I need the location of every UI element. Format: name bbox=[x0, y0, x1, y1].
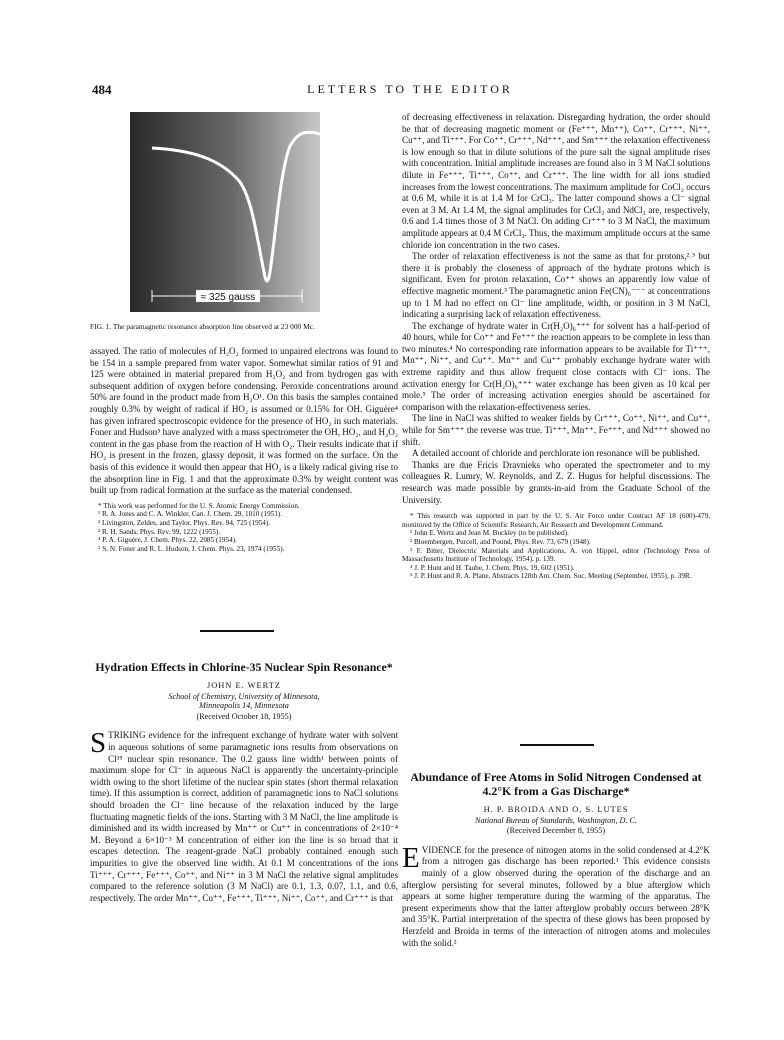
paragraph: STRIKING evidence for the infrequent exchange of hydrate water with solvent in aqueous solutions of some paramagnetic ions results from observations on Cl³⁵ nuclear spin resonance. The 0.2 gauss line width¹ between points of maximum slope for Cl⁻ in aqueous NaCl is apparently the uncertainty-principle width owing to the short lifetime of the nuclear spin states (short thermal relaxation time). If this assumption is correct, addition of paramagnetic ions to NaCl solutions should broaden the Cl⁻ line because of the relaxation induced by the large fluctuating magnetic fields of the ions. Starting with 3 M NaCl, the line amplitude is diminished and its width increased by Mn⁺⁺ or Cu⁺⁺ in concentrations of 2×10⁻⁴ M. Beyond a 6×10⁻³ M concentration of either ion the line is so broad that it escapes detection. The reagent-grade NaCl probably contained enough such impurities to give the observed line width. At 0.1 M concentrations of the ions Ti⁺⁺⁺, Cr⁺⁺⁺, Fe⁺⁺⁺, Co⁺⁺, and Ni⁺⁺ in 3 M NaCl the relative signal amplitudes compared to the reference solution (3 M NaCl) are 0.1, 1.3, 0.07, 1.1, and 0.6, respectively. The order Mn⁺⁺, Cu⁺⁺, Fe⁺⁺⁺, Ti⁺⁺⁺, Ni⁺⁺, Co⁺⁺, and Cr⁺⁺⁺ is that bbox=[90, 727, 398, 903]
article-affiliation: National Bureau of Standards, Washington, D. C. bbox=[475, 815, 637, 825]
article-author: JOHN E. WERTZ bbox=[207, 681, 281, 690]
paragraph: The exchange of hydrate water in Cr(H₂O)₆⁺⁺⁺ for solvent has a half-period of 40 hours, while for Co⁺⁺ and Fe⁺⁺⁺ the reaction appears to be complete in less than two minutes.⁴ No corresponding rate information appears to be available for Ti⁺⁺⁺, Mn⁺⁺, Ni⁺⁺, and Cu⁺⁺. Mn⁺⁺ and Cu⁺⁺ probably exchange hydrate water with extreme rapidity and thus allow frequent close contacts with Cl⁻ ions. The activation energy for Cr(H₂O)₆⁺⁺⁺ water exchange has been given as 10 kcal per mole.⁵ The order of increasing activation energies should be ascertained for comparison with the relaxation-effectiveness series. bbox=[402, 320, 710, 412]
page-number: 484 bbox=[92, 82, 112, 97]
footnote: ⁵ J. P. Hunt and R. A. Plane, Abstracts 128th Am. Chem. Soc. Meeting (September, 1955), p. 39R. bbox=[410, 572, 692, 581]
drop-cap: E bbox=[402, 841, 420, 874]
right-column bbox=[402, 112, 710, 581]
figure-caption: FIG. 1. The paramagnetic resonance absorption line observed at 23 000 Mc. bbox=[90, 322, 315, 331]
article-title: Abundance of Free Atoms in Solid Nitrogen Condensed at 4.2°K from a Gas Discharge* bbox=[410, 770, 702, 798]
footnote: ³ F. Bitter, Dielectric Materials and Applications, A. von Hippel, editor (Technology Press of Massachusetts Institute of Technology, 1954), p. 139. bbox=[402, 546, 710, 564]
footnote: * This research was supported in part by the U. S. Air Force under Contract AF 18 (600)-479, monitored by the Office of Scientific Research, Air Research and Development Command. bbox=[402, 512, 710, 529]
article-hydration bbox=[90, 660, 398, 904]
section-divider bbox=[520, 744, 594, 746]
article-title: Hydration Effects in Chlorine-35 Nuclear Spin Resonance* bbox=[95, 660, 393, 674]
footnote: ² Livingston, Zeldes, and Taylor, Phys. Rev. 94, 725 (1954). bbox=[98, 518, 271, 527]
footnote: ¹ John E. Wertz and Jean M. Buckley (to be published). bbox=[410, 529, 569, 538]
paragraph: Thanks are due Fricis Dravnieks who operated the spectrometer and to my colleagues R. Lumry, W. Reynolds, and Z. Z. Hugus for helpful discussions. The research was made possible by grants-in-aid from the Graduate School of the University. bbox=[402, 459, 710, 505]
footnote: ³ R. H. Sands, Phys. Rev. 99, 1222 (1955). bbox=[98, 527, 221, 536]
received-date: (Received October 18, 1955) bbox=[196, 711, 292, 721]
left-column bbox=[90, 346, 398, 553]
paragraph: of decreasing effectiveness in relaxation. Disregarding hydration, the order should be that of decreasing magnetic moment or (Fe⁺⁺⁺, Mn⁺⁺), Co⁺⁺, Cr⁺⁺⁺, Ni⁺⁺, Cu⁺⁺, and Ti⁺⁺⁺. For Co⁺⁺, Cr⁺⁺⁺, Nd⁺⁺⁺, and Sm⁺⁺⁺ the relaxation effectiveness is low enough so that in dilute solutions of the pure salt the signal amplitude rises with concentration. Initial amplitude increases are found also in 3 M NaCl solutions dilute in Fe⁺⁺⁺, Ti⁺⁺⁺, Co⁺⁺, and Cr⁺⁺⁺. The line width for all ions studied increases from the lowest concentrations. The maximum amplitude for CoCl₂ occurs at 0.6 M, while it is at 1.4 M for CrCl₃. The latter compound shows a Cl⁻ signal even at 3 M. At 1.4 M, the signal amplitudes for CrCl₃ and NdCl₃ are, respectively, 0.6 and 1.4 times those of 3 M NaCl. On adding Cr⁺⁺⁺ to 3 M NaCl, the maximum amplitude appears at 0.4 M CrCl₃. Thus, the maximum amplitude occurs at the same chloride ion concentration in the two cases. bbox=[402, 112, 710, 250]
footnote: * This work was performed for the U. S. Atomic Energy Commission. bbox=[98, 501, 300, 510]
paragraph: EVIDENCE for the presence of nitrogen atoms in the solid condensed at 4.2°K from a nitrogen gas discharge has been reported.¹ This evidence consists mainly of a glow observed during the operation of the discharge and an afterglow persisting for several minutes, followed by a blue afterglow which appears at some higher temperature during the warming of the apparatus. The present experiments show that the latter afterglow probably occurs between 28°K and 35°K. Partial interpretation of the spectra of these glows has been proposed by Herzfeld and Broida in terms of the interaction of nitrogen atoms and molecules with the solid.² bbox=[402, 841, 710, 948]
footnote: ⁴ P. A. Giguère, J. Chem. Phys. 22, 2085 (1954). bbox=[98, 536, 237, 545]
drop-cap: S bbox=[90, 727, 107, 760]
paragraph: The line in NaCl was shifted to weaker fields by Cr⁺⁺⁺, Co⁺⁺, Ni⁺⁺, and Cu⁺⁺, while for Sm⁺⁺⁺ the reverse was true. Ti⁺⁺⁺, Mn⁺⁺, Fe⁺⁺⁺, and Nd⁺⁺⁺ showed no shift. bbox=[402, 413, 710, 447]
figure-1 bbox=[130, 112, 320, 312]
scale-label: ≈ 325 gauss bbox=[200, 292, 256, 303]
article-affiliation: School of Chemistry, University of Minnesota, bbox=[168, 691, 320, 701]
page-header bbox=[92, 82, 728, 100]
footnote: ¹ R. A. Jones and C. A. Winkler, Can. J. Chem. 29, 1010 (1951). bbox=[98, 510, 283, 519]
footnotes-2 bbox=[402, 512, 710, 581]
footnotes-1 bbox=[90, 502, 398, 554]
footnote: ⁴ J. P. Hunt and H. Taube, J. Chem. Phys. 19, 602 (1951). bbox=[410, 563, 575, 572]
absorption-line-plot bbox=[130, 112, 320, 312]
paragraph: A detailed account of chloride and perchlorate ion resonance will be published. bbox=[412, 448, 700, 459]
received-date: (Received December 8, 1955) bbox=[506, 826, 606, 836]
running-head: LETTERS TO THE EDITOR bbox=[307, 82, 513, 96]
paragraph: The order of relaxation effectiveness is not the same as that for protons,²˒³ but there it is probably the closeness of approach of the hydrate protons which is significant. Even for proton relaxation, Co⁺⁺ shows an apparently low value of effective magnetic moment.³ The paramagnetic anion Fe(CN)₆⁻⁻⁻ at concentrations up to 1 M had no effect on Cl⁻ line amplitude, width, or position in 3 M NaCl, indicating a surprising lack of relaxation effectiveness. bbox=[402, 251, 710, 320]
footnote: ² Bloembergen, Purcell, and Pound, Phys. Rev. 73, 679 (1948). bbox=[410, 537, 591, 546]
section-divider bbox=[200, 630, 274, 632]
footnote: ⁵ S. N. Foner and R. L. Hudson, J. Chem. Phys. 23, 1974 (1955). bbox=[98, 544, 285, 553]
article-affiliation-city: Minneapolis 14, Minnesota bbox=[199, 701, 289, 711]
article-author: H. P. BROIDA AND O. S. LUTES bbox=[483, 805, 629, 814]
article-nitrogen bbox=[402, 770, 710, 949]
paragraph: assayed. The ratio of molecules of H₂O₂ formed to unpaired electrons was found to be 154 in a sample prepared from water vapor. Somewhat similar ratios of 91 and 125 were obtained in material prepared from H₂O₂ and from hydrogen gas with subsequent addition of oxygen before condensing. Peroxide concentrations around 50% are found in the product made from H₂O¹. On this basis the samples contained roughly 0.3% by weight of radical if HO₂ is assumed or 0.15% for OH. Giguère⁴ has given infrared spectroscopic evidence for the presence of HO₂ in such materials. Foner and Hudson⁵ have analyzed with a mass spectrometer the OH, HO₂, and H₂O₂ content in the gas phase from the reaction of H with O₂. Their results indicate that if HO₂ is present in the frozen, glassy deposit, it was formed on the surface. On the basis of this evidence it would then appear that HO₂ is a likely radical giving rise to the absorption line in Fig. 1 and that the approximate 0.3% by weight content was built up from radical formation at the surface as the material condensed. bbox=[90, 346, 398, 496]
